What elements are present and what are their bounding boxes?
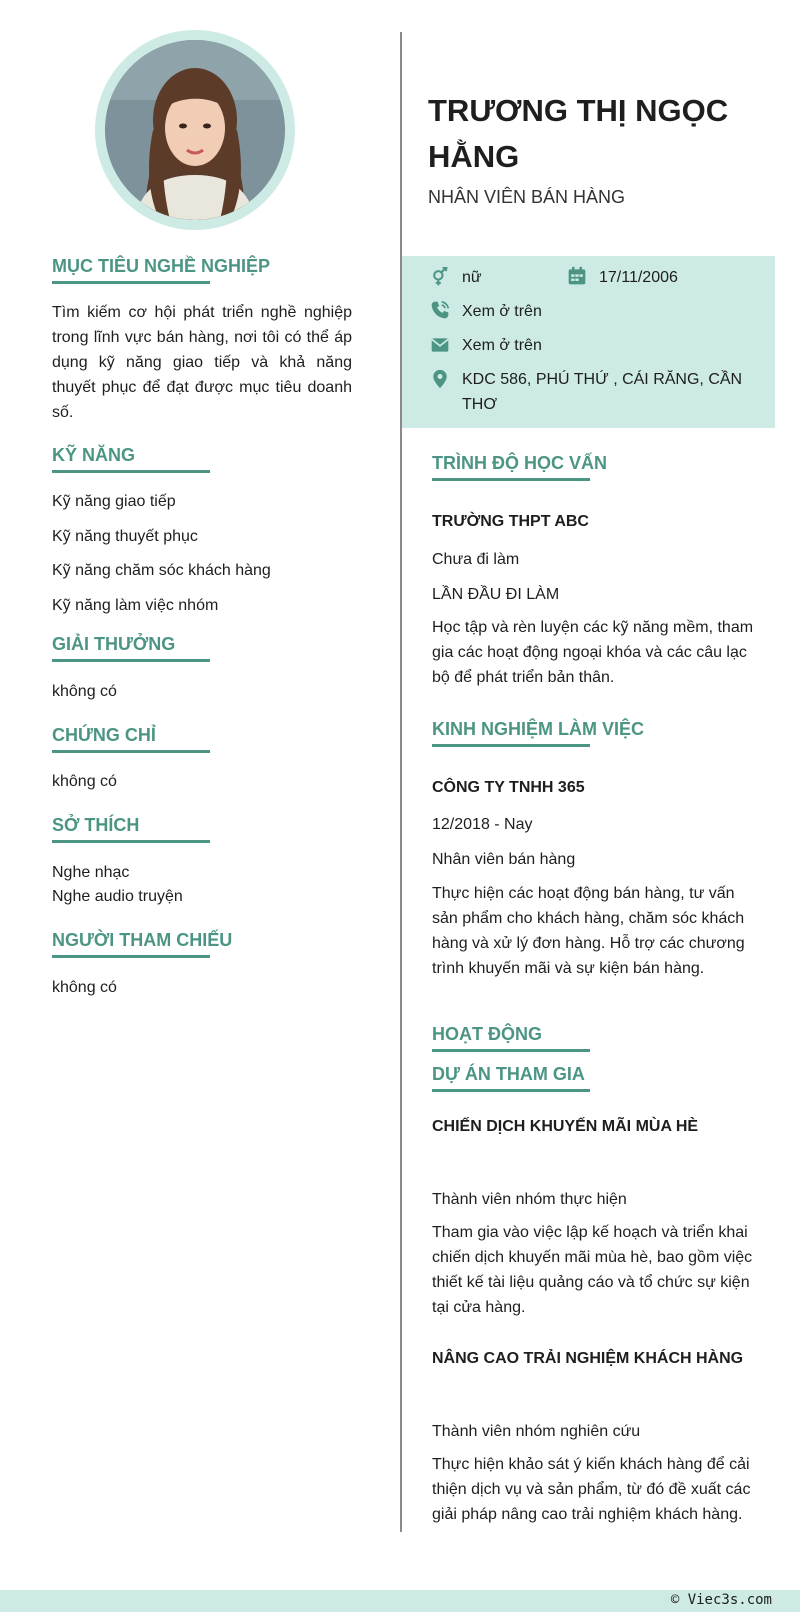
project-desc: Thực hiện khảo sát ý kiến khách hàng để cải thiện dịch vụ và sản phẩm, từ đó đề xuất các giải pháp nâng cao trải nghiệm khách hàng. <box>432 1456 751 1523</box>
footer-bar <box>0 1590 800 1612</box>
avatar <box>105 40 285 220</box>
project-role: Thành viên nhóm nghiên cứu <box>432 1423 641 1440</box>
references-title: NGƯỜI THAM CHIẾU <box>52 930 233 950</box>
projects-title: DỰ ÁN THAM GIA <box>432 1064 585 1084</box>
certificates-underline <box>52 750 210 753</box>
awards-underline <box>52 659 210 662</box>
education-underline <box>432 478 590 481</box>
objective-section <box>52 256 270 284</box>
birthday-text: 17/11/2006 <box>599 269 678 286</box>
education-desc: Học tập và rèn luyện các kỹ năng mềm, tham gia các hoạt động ngoại khóa và các câu lạc bộ để phát triển bản thân. <box>432 619 754 686</box>
references-text: không có <box>52 979 117 996</box>
education-time: Chưa đi làm <box>432 551 520 568</box>
activities-underline <box>432 1049 590 1052</box>
experience-title: KINH NGHIỆM LÀM VIỆC <box>432 719 645 739</box>
skill-item: Kỹ năng làm việc nhóm <box>52 597 219 614</box>
skill-item: Kỹ năng thuyết phục <box>52 528 198 545</box>
objective-underline <box>52 281 210 284</box>
gender-icon <box>430 267 450 287</box>
gender-text: nữ <box>462 269 482 286</box>
phone-text: Xem ở trên <box>462 303 542 320</box>
projects-underline <box>432 1089 590 1092</box>
job-title: NHÂN VIÊN BÁN HÀNG <box>428 187 626 207</box>
certificates-section <box>52 725 210 753</box>
hobby-item: Nghe audio truyện <box>52 888 183 905</box>
experience-desc: Thực hiện các hoạt động bán hàng, tư vấn sản phẩm cho khách hàng, chăm sóc khách hàng và xử lý đơn hàng. Hỗ trợ các chương trình khuyến mãi và sự kiện bán hàng. <box>432 885 745 977</box>
objective-text: Tìm kiếm cơ hội phát triển nghề nghiệp trong lĩnh vực bán hàng, nơi tôi có thể áp dụng kỹ năng giao tiếp và khả năng thuyết phục để đạt được mục tiêu doanh số. <box>52 304 352 421</box>
experience-underline <box>432 744 590 747</box>
email-text: Xem ở trên <box>462 337 542 354</box>
email-icon <box>430 335 450 355</box>
certificates-title: CHỨNG CHỈ <box>52 725 156 745</box>
awards-text: không có <box>52 683 117 700</box>
skill-item: Kỹ năng giao tiếp <box>52 493 176 510</box>
experience-time: 12/2018 - Nay <box>432 816 533 833</box>
education-major: LẦN ĐẦU ĐI LÀM <box>432 586 560 603</box>
hobby-item: Nghe nhạc <box>52 864 130 881</box>
skills-section <box>52 445 210 473</box>
project-role: Thành viên nhóm thực hiện <box>432 1191 627 1208</box>
objective-title: MỤC TIÊU NGHỀ NGHIỆP <box>52 256 271 276</box>
avatar-ring <box>95 30 295 230</box>
experience-company: CÔNG TY TNHH 365 <box>432 779 585 796</box>
footer-credit: © Viec3s.com <box>670 1592 772 1608</box>
project-desc: Tham gia vào việc lập kế hoạch và triển khai chiến dịch khuyến mãi mùa hè, bao gồm việc thiết kế tài liệu quảng cáo và tổ chức sự kiện tại cửa hàng. <box>432 1224 753 1316</box>
references-underline <box>52 955 210 958</box>
certificates-text: không có <box>52 773 117 790</box>
hobbies-underline <box>52 840 210 843</box>
candidate-name: TRƯƠNG THỊ NGỌC HẰNG <box>428 93 729 174</box>
activities-title: HOẠT ĐỘNG <box>432 1024 542 1044</box>
projects-section <box>432 1064 590 1092</box>
phone-icon <box>430 300 450 320</box>
experience-position: Nhân viên bán hàng <box>432 851 576 868</box>
project-name: CHIẾN DỊCH KHUYẾN MÃI MÙA HÈ <box>432 1118 699 1135</box>
education-section <box>432 453 607 481</box>
hobbies-section <box>52 815 210 843</box>
education-school: TRƯỜNG THPT ABC <box>432 513 589 530</box>
address-text: KDC 586, PHÚ THỨ , CÁI RĂNG, CẦN THƠ <box>462 371 743 413</box>
skills-underline <box>52 470 210 473</box>
contact-box <box>402 256 775 428</box>
experience-section <box>432 719 644 747</box>
location-pin-icon <box>430 369 450 389</box>
awards-title: GIẢI THƯỞNG <box>52 634 176 654</box>
education-title: TRÌNH ĐỘ HỌC VẤN <box>432 453 607 473</box>
activities-section <box>432 1024 590 1052</box>
skill-item: Kỹ năng chăm sóc khách hàng <box>52 562 271 579</box>
hobbies-title: SỞ THÍCH <box>52 815 140 835</box>
calendar-icon <box>567 266 587 286</box>
skills-title: KỸ NĂNG <box>52 445 136 465</box>
project-name: NÂNG CAO TRẢI NGHIỆM KHÁCH HÀNG <box>432 1350 744 1367</box>
awards-section <box>52 634 210 662</box>
references-section <box>52 930 232 958</box>
